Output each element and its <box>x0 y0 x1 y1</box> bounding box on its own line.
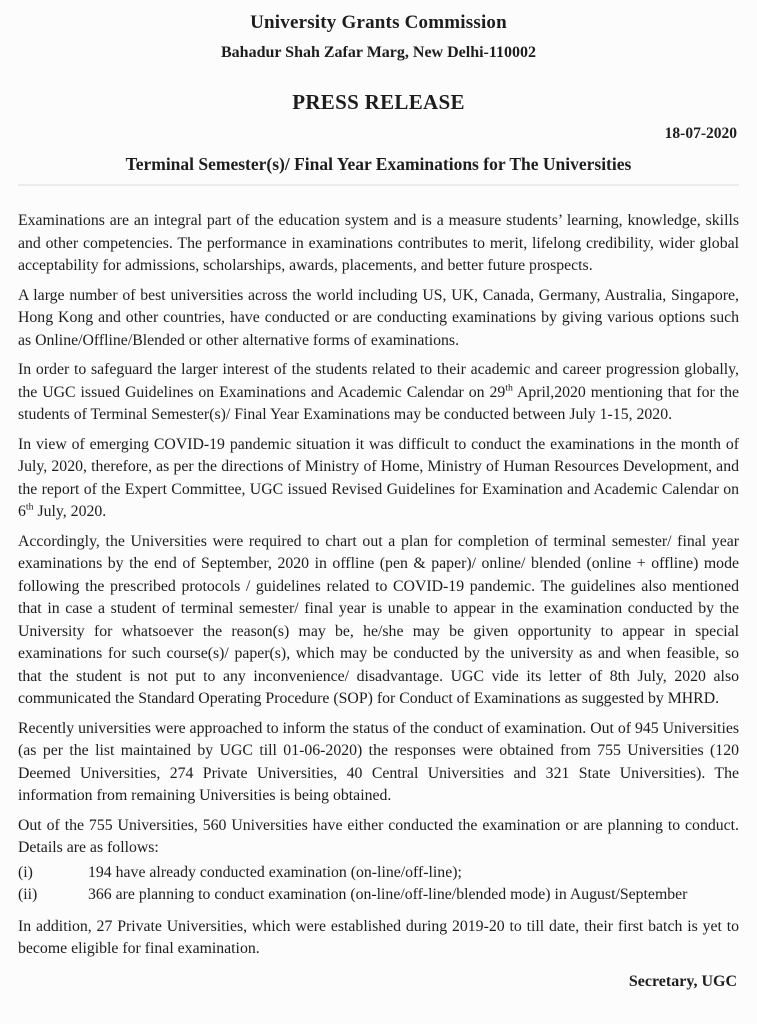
superscript: th <box>25 501 34 513</box>
list-marker: (ii) <box>18 886 38 903</box>
paragraph <box>18 916 739 961</box>
paragraph-text: In view of emerging COVID-19 pandemic situation it was difficult to conduct the examinations in the month of July, 2020, therefore, as per the directions of Ministry of Home, Ministry of Human Resources Development, and the report of the Expert Committee, UGC issued Revised Guidelines for Examination and Academic Calendar on 6 <box>18 435 739 520</box>
signature: Secretary, UGC <box>628 972 737 990</box>
paragraph-text: Recently universities were approached to inform the status of the conduct of examination. Out of 945 Universities (as per the list maintained by UGC till 01-06-2020) the responses were obtained from 755 Universities (120 Deemed Universities, 274 Private Universities, 40 Central Universities and 321 State Universities). The information from remaining Universities is being obtained. <box>18 719 739 804</box>
superscript: th <box>505 382 513 394</box>
doc-type-heading: PRESS RELEASE <box>292 90 465 114</box>
document-footer <box>18 973 739 991</box>
paragraph <box>18 359 739 427</box>
release-date: 18-07-2020 <box>664 125 737 142</box>
document-header <box>18 10 739 176</box>
paragraph-text: July, 2020. <box>33 503 107 520</box>
paragraph-text: In order to safeguard the larger interest of the students related to their academic and career progression globally, the UGC issued Guidelines on Examinations and Academic Calendar on 29 <box>18 361 739 401</box>
paragraph-text: Out of the 755 Universities, 560 Universities have either conducted the examination or are planning to conduct. Details are as follows: <box>18 816 739 856</box>
org-name: University Grants Commission <box>250 12 507 33</box>
paragraph <box>18 434 739 524</box>
paragraph <box>18 815 739 860</box>
paragraph <box>18 718 739 808</box>
list-item <box>18 884 739 907</box>
org-address: Bahadur Shah Zafar Marg, New Delhi-110002 <box>221 44 536 61</box>
paragraph <box>18 210 739 278</box>
paragraph-text: A large number of best universities across the world including US, UK, Canada, Germany, Australia, Singapore, Hong Kong and other countries, have conducted or are conducting examinations by giving various options such as Online/Offline/Blended or other alternative forms of examinations. <box>18 286 739 349</box>
paragraph-text: April,2020 mentioning that for the students of Terminal Semester(s)/ Final Year Examinations may be conducted between July 1-15, 2020. <box>18 383 739 423</box>
list-item <box>18 862 739 885</box>
list-marker: (i) <box>18 863 33 881</box>
document-body <box>18 210 739 961</box>
paragraph <box>18 285 739 353</box>
document-title: Terminal Semester(s)/ Final Year Examinations for The Universities <box>125 154 632 174</box>
paragraph-text: In addition, 27 Private Universities, which were established during 2019-20 to till date, their first batch is yet to become eligible for final examination. <box>18 917 739 957</box>
list-item-text: 194 have already conducted examination (on-line/off-line); <box>88 863 462 881</box>
paragraph-text: Examinations are an integral part of the education system and is a measure students’ learning, knowledge, skills and other competencies. The performance in examinations contributes to merit, lifelong credibility, wider global acceptability for admissions, scholarships, awards, placements, and better future prospects. <box>18 212 739 274</box>
paragraph <box>18 531 739 711</box>
list-item-text: 366 are planning to conduct examination (on-line/off-line/blended mode) in August/September <box>88 886 688 903</box>
paragraph-text: Accordingly, the Universities were required to chart out a plan for completion of terminal semester/ final year examinations by the end of September, 2020 in offline (pen & paper)/ online/ blended (online + offline) mode following the prescribed protocols / guidelines related to COVID-19 pandemic. The guidelines also mentioned that in case a student of terminal semester/ final year is unable to appear in the examination conducted by the University for whatsoever the reason(s) may be, he/she may be given opportunity to appear in special examinations for such course(s)/ paper(s), which may be conducted by the university as and when feasible, so that the student is not put to any inconvenience/ disadvantage. UGC vide its letter of 8th July, 2020 also communicated the Standard Operating Procedure (SOP) for Conduct of Examinations as suggested by MHRD. <box>18 532 739 707</box>
header-divider <box>18 184 739 186</box>
